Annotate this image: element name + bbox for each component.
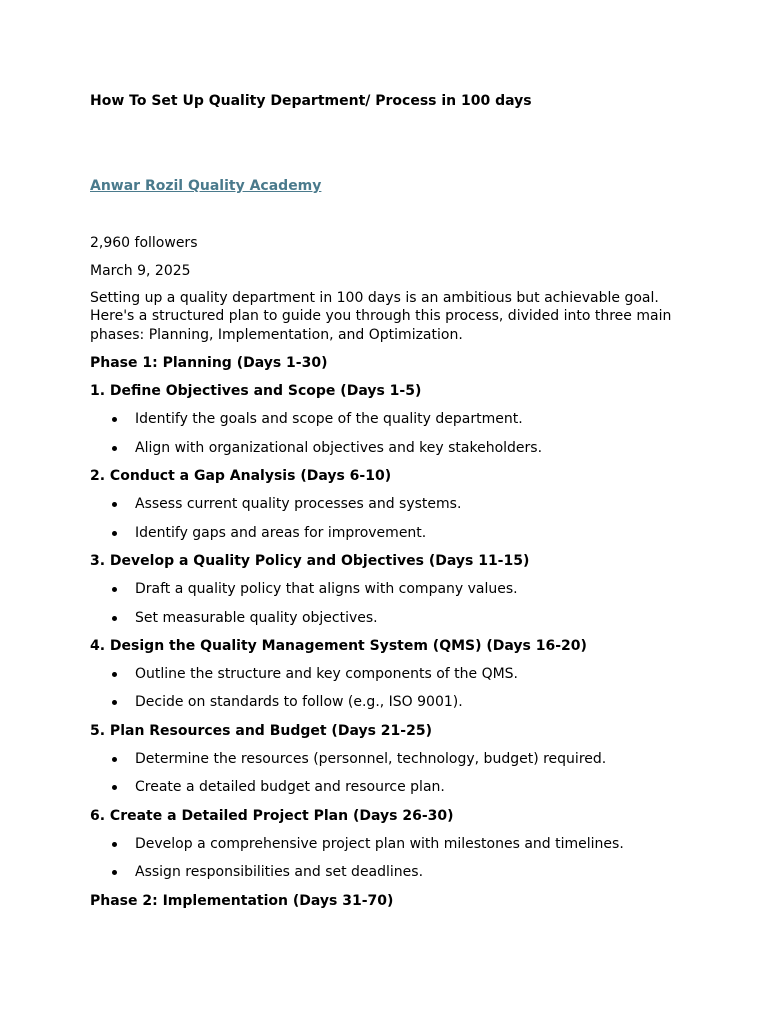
bullet-list (90, 410, 680, 457)
list-item (90, 693, 680, 711)
section (90, 552, 680, 627)
bullet-icon (112, 446, 117, 451)
section (90, 637, 680, 712)
list-item (90, 750, 680, 768)
followers-count: 2,960 followers (90, 235, 198, 251)
author-link[interactable]: Anwar Rozil Quality Academy (90, 178, 322, 194)
bullet-icon (112, 700, 117, 705)
list-item (90, 410, 680, 428)
article-body (90, 289, 680, 920)
list-item (90, 495, 680, 513)
intro-paragraph: Setting up a quality department in 100 days is an ambitious but achievable goal. Here's a structured plan to guide you through this process, divided into three main phases: Planning, Implementation, and Optimization. (90, 290, 672, 343)
bullet-list (90, 750, 680, 797)
list-item (90, 665, 680, 683)
section-heading: 4. Design the Quality Management System (QMS) (Days 16-20) (90, 637, 587, 654)
list-item (90, 609, 680, 627)
document-title: How To Set Up Quality Department/ Process in 100 days (90, 93, 532, 109)
section-heading: 5. Plan Resources and Budget (Days 21-25) (90, 722, 432, 739)
list-item-text: Outline the structure and key components of the QMS. (135, 666, 519, 683)
list-item (90, 778, 680, 796)
bullet-icon (112, 672, 117, 677)
section (90, 807, 680, 882)
list-item-text: Assess current quality processes and systems. (135, 496, 462, 513)
bullet-list (90, 665, 680, 712)
list-item-text: Set measurable quality objectives. (135, 609, 378, 626)
section-heading: 2. Conduct a Gap Analysis (Days 6-10) (90, 468, 392, 485)
phase-heading: Phase 2: Implementation (Days 31-70) (90, 892, 394, 909)
bullet-icon (112, 417, 117, 422)
list-item-text: Identify gaps and areas for improvement. (135, 524, 427, 541)
bullet-icon (112, 842, 117, 847)
list-item-text: Determine the resources (personnel, technology, budget) required. (135, 751, 607, 768)
list-item-text: Develop a comprehensive project plan with milestones and timelines. (135, 835, 624, 852)
bullet-icon (112, 616, 117, 621)
list-item (90, 835, 680, 853)
list-item-text: Identify the goals and scope of the quality department. (135, 411, 523, 428)
list-item-text: Draft a quality policy that aligns with company values. (135, 581, 518, 598)
section-heading: 6. Create a Detailed Project Plan (Days 26-30) (90, 807, 454, 824)
bullet-list (90, 495, 680, 542)
bullet-icon (112, 785, 117, 790)
section (90, 722, 680, 797)
list-item (90, 524, 680, 542)
bullet-icon (112, 587, 117, 592)
section-heading: 1. Define Objectives and Scope (Days 1-5) (90, 383, 422, 400)
bullet-list (90, 580, 680, 627)
publish-date: March 9, 2025 (90, 263, 191, 279)
bullet-icon (112, 531, 117, 536)
bullet-icon (112, 757, 117, 762)
section (90, 382, 680, 457)
section-heading: 3. Develop a Quality Policy and Objectives (Days 11-15) (90, 552, 530, 569)
list-item-text: Create a detailed budget and resource plan. (135, 779, 445, 796)
bullet-icon (112, 870, 117, 875)
list-item (90, 863, 680, 881)
bullet-list (90, 835, 680, 882)
phase-heading: Phase 1: Planning (Days 1-30) (90, 354, 328, 371)
bullet-icon (112, 502, 117, 507)
list-item (90, 439, 680, 457)
list-item-text: Assign responsibilities and set deadlines. (135, 864, 424, 881)
list-item-text: Decide on standards to follow (e.g., ISO 9001). (135, 694, 463, 711)
list-item-text: Align with organizational objectives and key stakeholders. (135, 439, 543, 456)
list-item (90, 580, 680, 598)
section (90, 467, 680, 542)
